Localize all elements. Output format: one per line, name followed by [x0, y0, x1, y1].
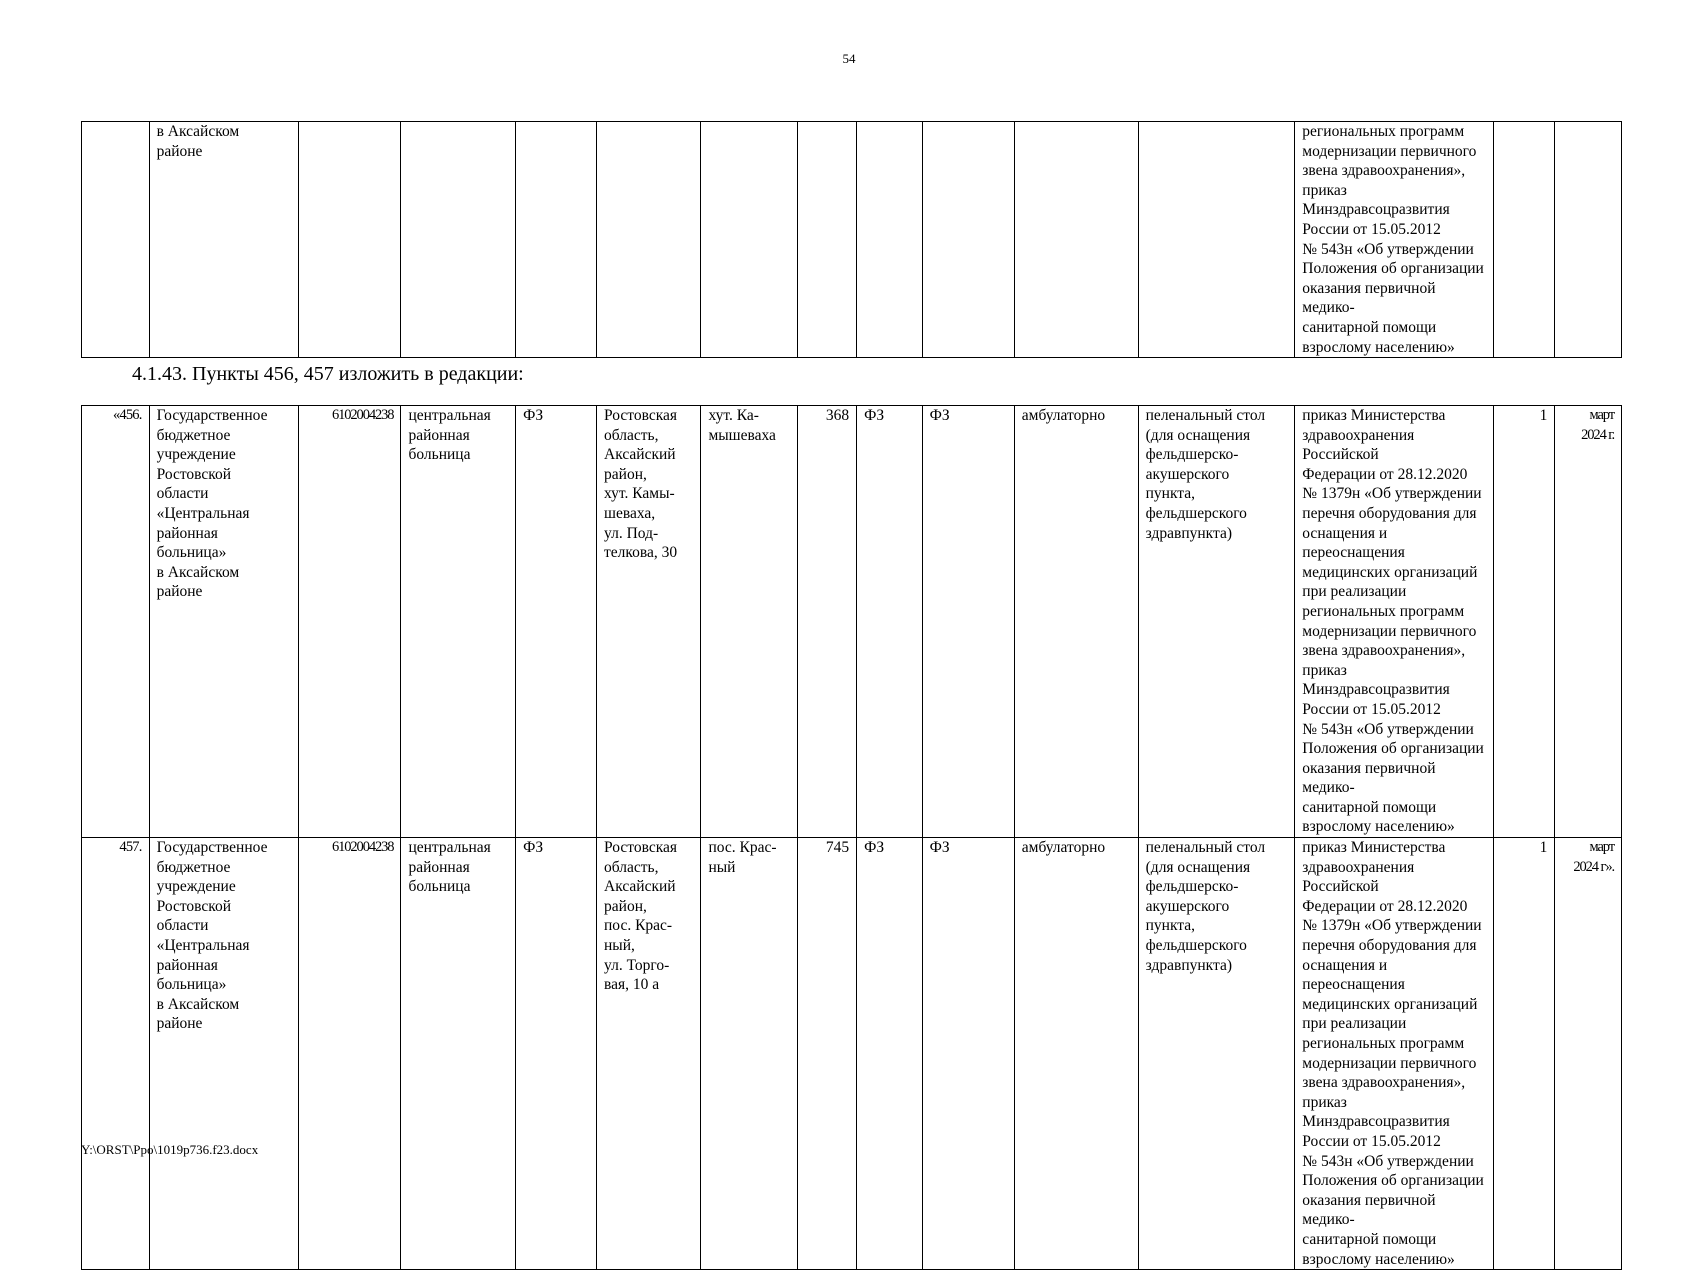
cell-law2: ФЗ: [857, 406, 923, 838]
cell-count: 1: [1493, 406, 1554, 838]
cell-count: 1: [1493, 838, 1554, 1270]
cell-address: [597, 122, 701, 358]
cell-equipment: [1138, 122, 1295, 358]
table-row: [82, 838, 1622, 1270]
cell-law3: [922, 122, 1014, 358]
cell-address: Ростовская область, Аксайский район, хут. Камы- шеваха, ул. Под- телкова, 30: [597, 406, 701, 838]
cell-org: Государственное бюджетное учреждение Ростовской области «Центральная районная больница» в Аксайском районе: [149, 406, 298, 838]
cell-qty: [797, 122, 856, 358]
cell-num: «456.: [82, 406, 150, 838]
cell-law1: [516, 122, 597, 358]
cell-locality: [701, 122, 797, 358]
table-row: [82, 406, 1622, 838]
cell-basis: приказ Министерства здравоохранения Российской Федерации от 28.12.2020 № 1379н «Об утверждении перечня оборудования для оснащения и переоснащения медицинских организаций при реализации региональных программ модернизации первичного звена здравоохранения», приказ Минздравсоцразвития России от 15.05.2012 № 543н «Об утверждении Положения об организации оказания первичной медико- санитарной помощи взрослому населению»: [1295, 838, 1494, 1270]
cell-basis: региональных программ модернизации первичного звена здравоохранения», приказ Минздравсоцразвития России от 15.05.2012 № 543н «Об утверждении Положения об организации оказания первичной медико- санитарной помощи взрослому населению»: [1295, 122, 1494, 358]
cell-term: март 2024 г».: [1555, 838, 1622, 1270]
cell-type: центральная районная больница: [401, 406, 516, 838]
cell-num: 457.: [82, 838, 150, 1270]
cell-mode: [1014, 122, 1138, 358]
cell-law3: ФЗ: [922, 838, 1014, 1270]
cell-num: [82, 122, 150, 358]
continuation-table: [81, 121, 1622, 358]
amendment-instruction: 4.1.43. Пункты 456, 457 изложить в редакции:: [132, 363, 524, 385]
cell-org: в Аксайском районе: [149, 122, 298, 358]
cell-inn: 6102004238: [299, 406, 401, 838]
cell-locality: пос. Крас- ный: [701, 838, 797, 1270]
cell-mode: амбулаторно: [1014, 406, 1138, 838]
cell-equipment: пеленальный стол (для оснащения фельдшерско- акушерского пункта, фельдшерского здравпункта): [1138, 838, 1295, 1270]
continuation-row: [82, 122, 1622, 358]
cell-locality: хут. Ка- мышеваха: [701, 406, 797, 838]
file-path-footer: Y:\ORST\Ppo\1019p736.f23.docx: [81, 1142, 259, 1157]
cell-inn: 6102004238: [299, 838, 401, 1270]
cell-inn: [299, 122, 401, 358]
cell-law1: ФЗ: [516, 406, 597, 838]
page-number: 54: [842, 51, 856, 66]
cell-term: март 2024 г.: [1555, 406, 1622, 838]
cell-law3: ФЗ: [922, 406, 1014, 838]
cell-law2: ФЗ: [857, 838, 923, 1270]
cell-qty: 745: [797, 838, 856, 1270]
cell-equipment: пеленальный стол (для оснащения фельдшерско- акушерского пункта, фельдшерского здравпункта): [1138, 406, 1295, 838]
cell-address: Ростовская область, Аксайский район, пос. Крас- ный, ул. Торго- вая, 10 а: [597, 838, 701, 1270]
cell-law2: [857, 122, 923, 358]
cell-law1: ФЗ: [516, 838, 597, 1270]
cell-type: [401, 122, 516, 358]
amendment-table: [81, 405, 1622, 1270]
cell-term: [1555, 122, 1622, 358]
cell-count: [1493, 122, 1554, 358]
cell-org: Государственное бюджетное учреждение Ростовской области «Центральная районная больница» в Аксайском районе: [149, 838, 298, 1270]
cell-mode: амбулаторно: [1014, 838, 1138, 1270]
cell-qty: 368: [797, 406, 856, 838]
cell-type: центральная районная больница: [401, 838, 516, 1270]
cell-basis: приказ Министерства здравоохранения Российской Федерации от 28.12.2020 № 1379н «Об утверждении перечня оборудования для оснащения и переоснащения медицинских организаций при реализации региональных программ модернизации первичного звена здравоохранения», приказ Минздравсоцразвития России от 15.05.2012 № 543н «Об утверждении Положения об организации оказания первичной медико- санитарной помощи взрослому населению»: [1295, 406, 1494, 838]
